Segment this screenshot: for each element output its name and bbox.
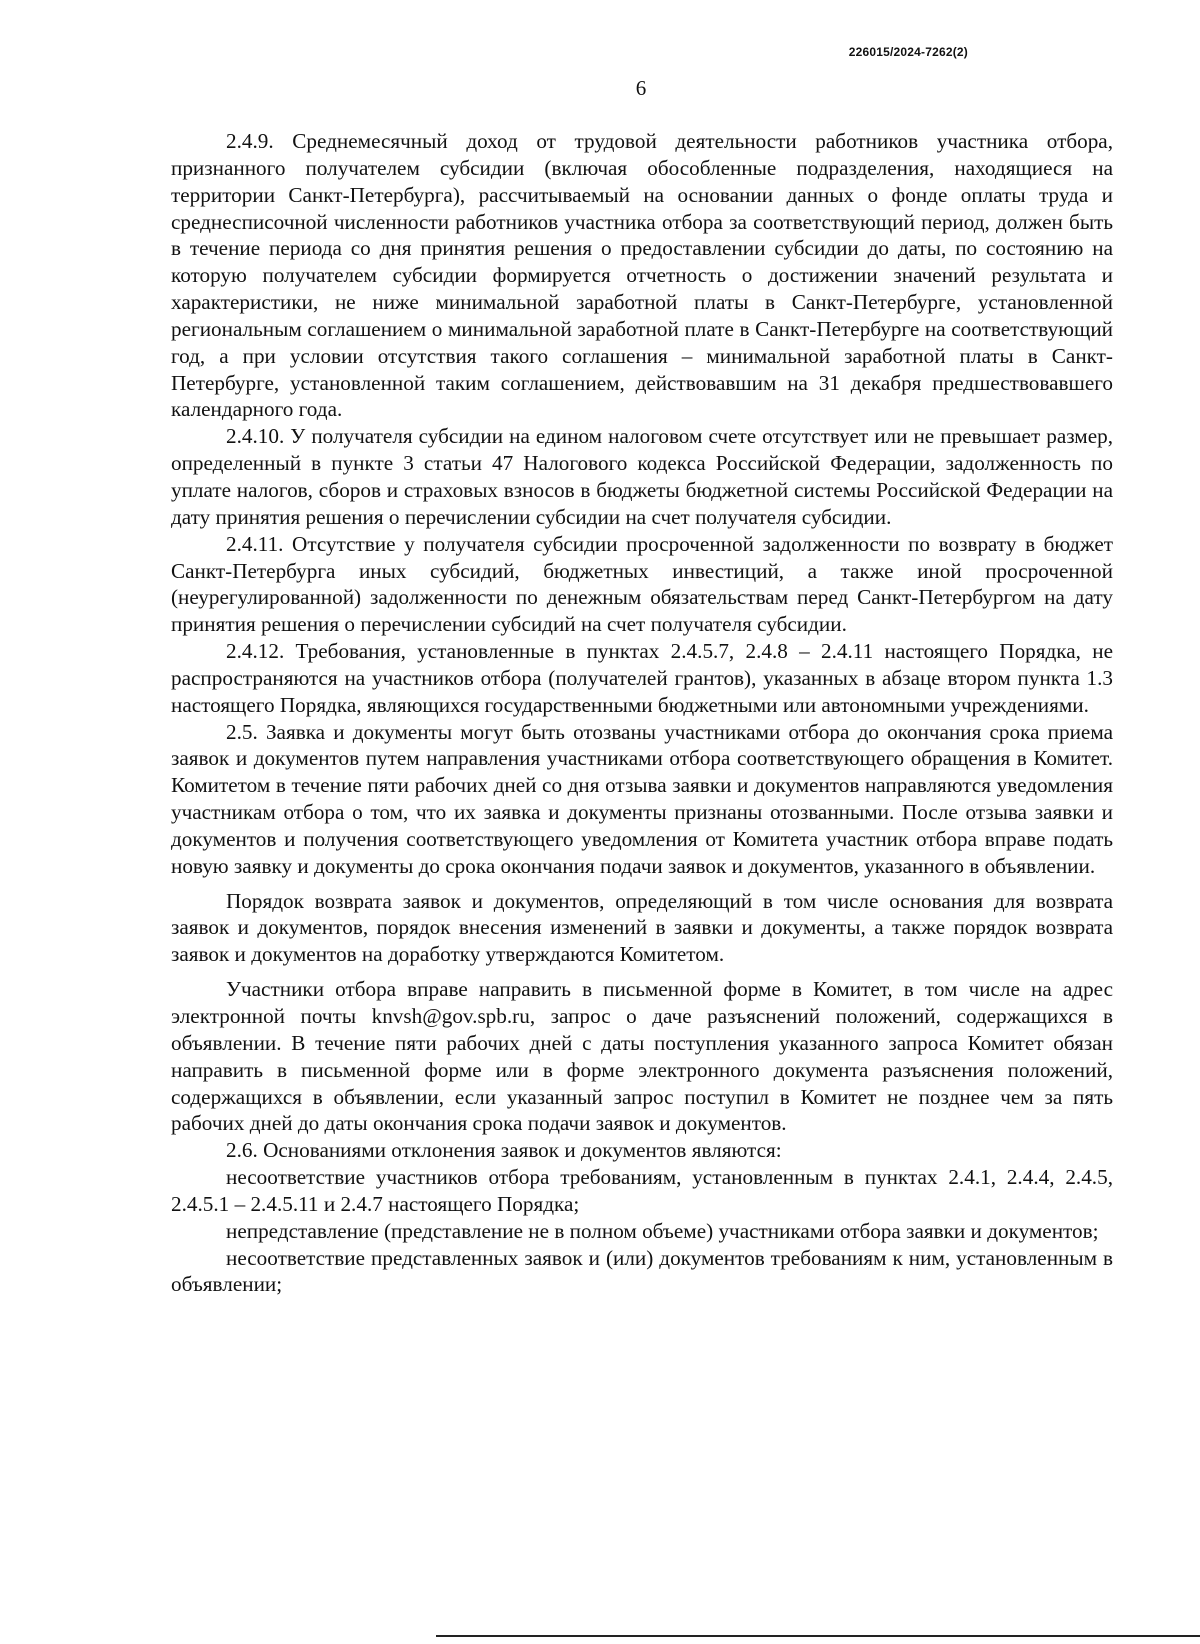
paragraph-2-4-11: 2.4.11. Отсутствие у получателя субсидии просроченной задолженности по возврату в бюджет Санкт-Петербурга иных субсидий, бюджетных инвестиций, а также иной просроченной (неурегулированной) задолженности по денежным обязательствам перед Санкт-Петербургом на дату принятия решения о перечислении субсидий на счет получателя субсидии. xyxy=(171,531,1113,637)
scan-edge-line xyxy=(436,1635,1200,1637)
paragraph-2-5: 2.5. Заявка и документы могут быть отозваны участниками отбора до окончания срока приема заявок и документов путем направления участниками отбора соответствующего обращения в Комитет. Комитетом в течение пяти рабочих дней со дня отзыва заявки и документов направляются уведомления участникам отбора о том, что их заявка и документы признаны отозванными. После отзыва заявки и документов и получения соответствующего уведомления от Комитета участник отбора вправе подать новую заявку и документы до срока окончания подачи заявок и документов, указанного в объявлении. xyxy=(171,719,1113,878)
paragraph-2-6: 2.6. Основаниями отклонения заявок и документов являются: xyxy=(226,1138,782,1163)
paragraph-2-4-12: 2.4.12. Требования, установленные в пунктах 2.4.5.7, 2.4.8 – 2.4.11 настоящего Порядка, не распространяются на участников отбора (получателей грантов), указанных в абзаце втором пункта 1.3 настоящего Порядка, являющихся государственными бюджетными или автономными учреждениями. xyxy=(171,639,1113,717)
rejection-ground-requirements: несоответствие участников отбора требованиям, установленным в пунктах 2.4.1, 2.4.4, 2.4.5, 2.4.5.1 – 2.4.5.11 и 2.4.7 настоящего Порядка; xyxy=(171,1165,1113,1216)
rejection-ground-nonconforming-documents: несоответствие представленных заявок и (или) документов требованиям к ним, установленным в объявлении; xyxy=(171,1245,1113,1297)
paragraph-clarification-request: Участники отбора вправе направить в письменной форме в Комитет, в том числе на адрес электронной почты knvsh@gov.spb.ru, запрос о даче разъяснений положений, содержащихся в объявлении. В течение пяти рабочих дней с даты поступления указанного запроса Комитет обязан направить в письменной форме или в форме электронного документа разъяснения положений, содержащихся в объявлении, если указанный запрос поступил в Комитет не позднее чем за пять рабочих дней до даты окончания срока подачи заявок и документов. xyxy=(171,977,1113,1136)
rejection-ground-missing-documents: непредставление (представление не в полном объеме) участниками отбора заявки и документов; xyxy=(226,1218,1099,1243)
document-number: 226015/2024-7262(2) xyxy=(848,45,968,59)
paragraph-2-4-10: 2.4.10. У получателя субсидии на едином налоговом счете отсутствует или не превышает размер, определенный в пункте 3 статьи 47 Налогового кодекса Российской Федерации, задолженность по уплате налогов, сборов и страховых взносов в бюджеты бюджетной системы Российской Федерации на дату принятия решения о перечислении субсидии на счет получателя субсидии. xyxy=(171,424,1113,529)
document-body xyxy=(171,128,1113,1298)
paragraph-2-4-9: 2.4.9. Среднемесячный доход от трудовой деятельности работников участника отбора, признанного получателем субсидии (включая обособленные подразделения, находящиеся на территории Санкт-Петербурга), рассчитываемый на основании данных о фонде оплаты труда и среднесписочной численности работников участника отбора за соответствующий период, должен быть в течение периода со дня принятия решения о предоставлении субсидии до даты, по состоянию на которую получателем субсидии формируется отчетность о достижении значений результата и характеристики, не ниже минимальной заработной платы в Санкт-Петербурге, установленной региональным соглашением о минимальной заработной плате в Санкт-Петербурге на соответствующий год, а при условии отсутствия такого соглашения – минимальной заработной платы в Санкт-Петербурге, установленной таким соглашением, действовавшим на 31 декабря предшествовавшего календарного года. xyxy=(171,129,1113,422)
page-number: 6 xyxy=(635,76,647,100)
paragraph-return-order: Порядок возврата заявок и документов, определяющий в том числе основания для возврата заявок и документов, порядок внесения изменений в заявки и документы, а также порядок возврата заявок и документов на доработку утверждаются Комитетом. xyxy=(171,888,1113,967)
